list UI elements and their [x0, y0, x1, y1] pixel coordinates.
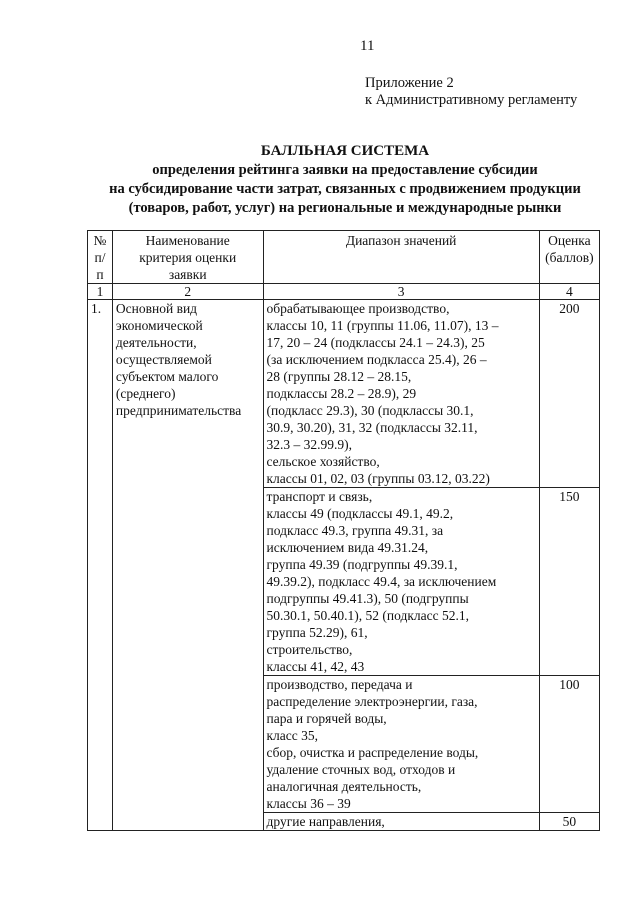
header-criteria: Наименование критерия оценки заявки — [112, 231, 263, 284]
score-value: 50 — [539, 813, 599, 831]
range-value: производство, передача и распределение электроэнергии, газа, пара и горячей воды, класс 35, сбор, очистка и распределение воды, удаление сточных вод, отходов и аналогичная деятельность, классы 36 – 39 — [263, 676, 539, 813]
table-row — [88, 300, 600, 488]
heading-line-2: определения рейтинга заявки на предоставление субсидии — [152, 162, 538, 178]
heading-line-4: (товаров, работ, услуг) на региональные и международные рынки — [128, 200, 562, 216]
header-score: Оценка (баллов) — [539, 231, 599, 284]
appendix-line-2: к Административному регламенту — [365, 92, 578, 108]
page-number: 11 — [360, 38, 375, 54]
appendix-reference — [365, 75, 577, 109]
range-value: транспорт и связь, классы 49 (подклассы 49.1, 49.2, подкласс 49.3, группа 49.31, за исключением вида 49.31.24, группа 49.39 (подгруппы 49.39.1, 49.39.2), подкласс 49.4, за исключением подгруппы 49.41.3), 50 (подгруппы 50.30.1, 50.40.1), 52 (подкласс 52.1, группа 52.29), 61, строительство, классы 41, 42, 43 — [263, 488, 539, 676]
range-value: обрабатывающее производство, классы 10, 11 (группы 11.06, 11.07), 13 – 17, 20 – 24 (подклассы 24.1 – 24.3), 25 (за исключением подкласса 25.4), 26 – 28 (группы 28.12 – 28.15, подклассы 28.2 – 28.9), 29 (подкласс 29.3), 30 (подклассы 30.1, 30.9, 30.20), 31, 32 (подклассы 32.11, 32.3 – 32.99.9), сельское хозяйство, классы 01, 02, 03 (группы 03.12, 03.22) — [263, 300, 539, 488]
column-number: 1 — [88, 284, 113, 300]
heading-line-3: на субсидирование части затрат, связанных с продвижением продукции — [109, 181, 581, 197]
column-number: 2 — [112, 284, 263, 300]
score-value: 200 — [539, 300, 599, 488]
row-number: 1. — [88, 300, 113, 831]
document-heading — [90, 142, 600, 218]
range-value: другие направления, — [263, 813, 539, 831]
column-number-row — [88, 284, 600, 300]
table-header-row — [88, 231, 600, 284]
heading-title: БАЛЛЬНАЯ СИСТЕМА — [260, 143, 430, 159]
column-number: 3 — [263, 284, 539, 300]
score-value: 150 — [539, 488, 599, 676]
appendix-line-1: Приложение 2 — [365, 75, 454, 91]
column-number: 4 — [539, 284, 599, 300]
row-criteria: Основной вид экономической деятельности, осуществляемой субъектом малого (среднего) предпринимательства — [112, 300, 263, 831]
header-number: № п/п — [88, 231, 113, 284]
score-value: 100 — [539, 676, 599, 813]
scoring-table — [87, 230, 600, 831]
header-range: Диапазон значений — [263, 231, 539, 284]
